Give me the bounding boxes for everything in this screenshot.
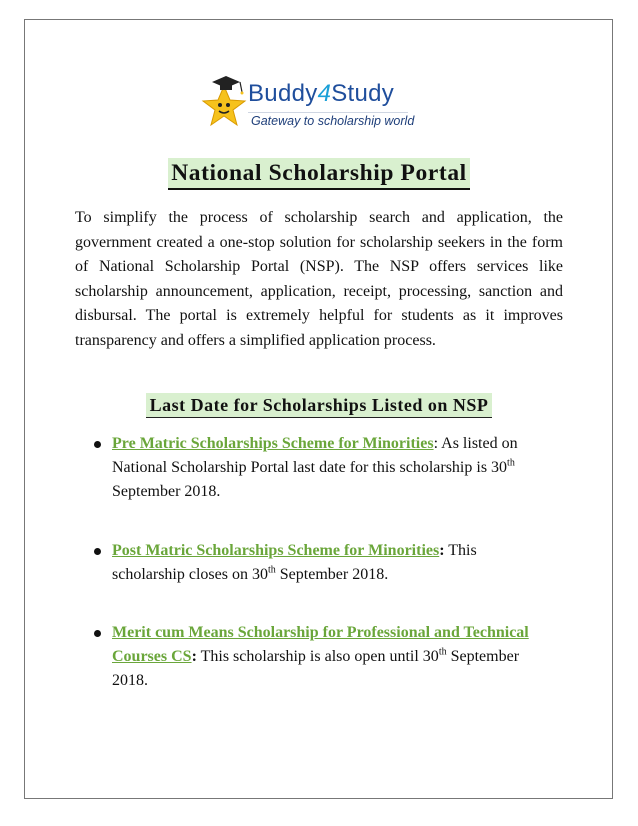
logo-divider [248, 112, 408, 113]
item-sup: th [438, 646, 447, 658]
list-item [112, 621, 542, 693]
list-item [112, 539, 542, 587]
logo-brand-part2: 4 [317, 80, 332, 107]
item-separator: : [191, 648, 197, 665]
item-sup: th [507, 457, 515, 469]
subtitle-wrap [0, 393, 638, 418]
bullet-icon [94, 630, 101, 637]
bullet-icon [94, 441, 101, 448]
star-mascot-icon [196, 72, 252, 130]
item-sup: th [267, 564, 276, 576]
logo-brand-part3: Study [331, 80, 395, 107]
scholarship-link-merit-cum-means[interactable]: Merit cum Means Scholarship for Professional and Technical Courses CS [112, 624, 529, 665]
bullet-icon [94, 548, 101, 555]
scholarship-link-post-matric[interactable]: Post Matric Scholarships Scheme for Minorities [112, 542, 440, 559]
item-text: This scholarship is also open until 30 [196, 648, 439, 665]
logo-tagline: Gateway to scholarship world [251, 114, 415, 128]
item-text-end: September 2018. [112, 648, 520, 689]
list-item [112, 432, 542, 504]
item-text: This scholarship closes on 30 [112, 542, 477, 583]
item-text-end: September 2018. [275, 566, 389, 583]
section-heading: Last Date for Scholarships Listed on NSP [146, 393, 493, 418]
page-title: National Scholarship Portal [168, 158, 470, 190]
logo-brand-part1: Buddy [248, 80, 318, 107]
scholarship-link-pre-matric[interactable]: Pre Matric Scholarships Scheme for Minorities [112, 435, 434, 452]
title-wrap [0, 158, 638, 190]
buddy4study-logo [196, 72, 436, 132]
item-separator: : [433, 435, 439, 452]
item-text-end: September 2018. [112, 483, 221, 500]
item-text: As listed on National Scholarship Portal last date for this scholarship is 30 [112, 435, 518, 476]
item-separator: : [439, 542, 445, 559]
intro-paragraph: To simplify the process of scholarship search and application, the government created a one-stop solution for scholarship seekers in the form of National Scholarship Portal (NSP). The NSP offers services like scholarship announcement, application, receipt, processing, sanction and disbursal. The portal is extremely helpful for students as it improves transparency and offers a simplified application process. [75, 209, 563, 349]
logo-brand [248, 80, 394, 108]
